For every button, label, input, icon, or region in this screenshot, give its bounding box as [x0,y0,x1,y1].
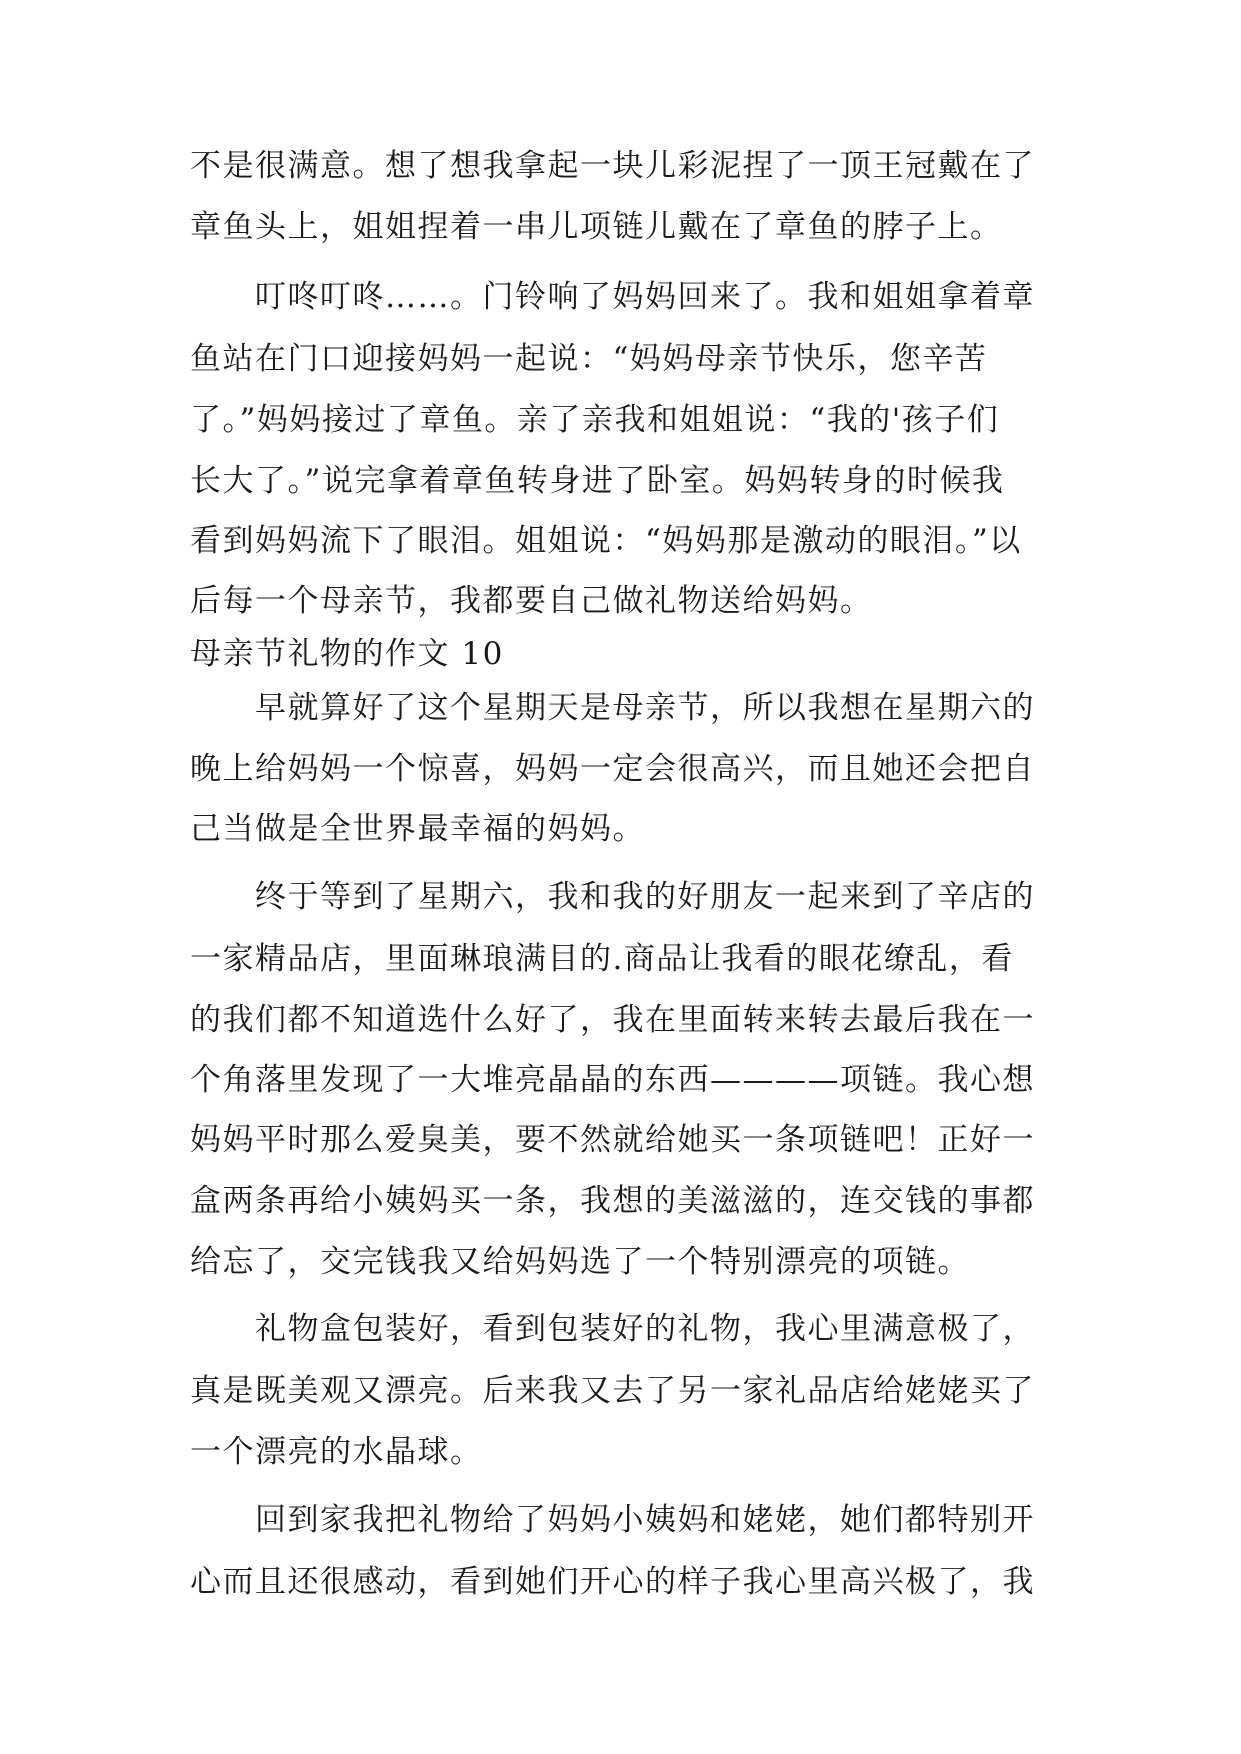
text-line: 的我们都不知道选什么好了，我在里面转来转去最后我在一 [190,1002,1035,1038]
text-line: 真是既美观又漂亮。后来我又去了另一家礼品店给姥姥买了 [190,1373,1035,1409]
text-line: 看到妈妈流下了眼泪。姐姐说：“妈妈那是激动的眼泪。”以 [190,523,1022,559]
text-line: 一个漂亮的水晶球。 [190,1434,483,1470]
text-line: 晚上给妈妈一个惊喜，妈妈一定会很高兴，而且她还会把自 [190,751,1035,787]
paragraph-start-line: 叮咚叮咚……。门铃响了妈妈回来了。我和姐姐拿着章 [190,279,1035,315]
paragraph-start-line: 早就算好了这个星期天是母亲节，所以我想在星期六的 [190,690,1035,726]
paragraph-start-line: 回到家我把礼物给了妈妈小姨妈和姥姥，她们都特别开 [190,1502,1035,1538]
text-line: 后每一个母亲节，我都要自己做礼物送给妈妈。 [190,583,873,619]
text-line: 个角落里发现了一大堆亮晶晶的东西————项链。我心想 [190,1062,1035,1098]
section-heading: 母亲节礼物的作文 10 [190,636,504,672]
text-line: 长大了。”说完拿着章鱼转身进了卧室。妈妈转身的时候我 [190,463,1005,499]
paragraph-start-line: 终于等到了星期六，我和我的好朋友一起来到了辛店的 [190,879,1035,915]
text-line: 不是很满意。想了想我拿起一块儿彩泥捏了一顶王冠戴在了 [190,148,1035,184]
text-line: 鱼站在门口迎接妈妈一起说：“妈妈母亲节快乐，您辛苦 [190,341,988,377]
text-line: 给忘了，交完钱我又给妈妈选了一个特别漂亮的项链。 [190,1244,970,1280]
text-line: 心而且还很感动，看到她们开心的样子我心里高兴极了，我 [190,1564,1035,1600]
text-line: 一家精品店，里面琳琅满目的.商品让我看的眼花缭乱，看 [190,941,1014,977]
text-line: 了。”妈妈接过了章鱼。亲了亲我和姐姐说：“我的'孩子们 [190,402,1000,438]
text-line: 己当做是全世界最幸福的妈妈。 [190,811,645,847]
text-line: 妈妈平时那么爱臭美，要不然就给她买一条项链吧！正好一 [190,1122,1035,1158]
text-line: 章鱼头上，姐姐捏着一串儿项链儿戴在了章鱼的脖子上。 [190,209,1003,245]
paragraph-start-line: 礼物盒包装好，看到包装好的礼物，我心里满意极了， [190,1311,1035,1347]
text-line: 盒两条再给小姨妈买一条，我想的美滋滋的，连交钱的事都 [190,1183,1035,1219]
